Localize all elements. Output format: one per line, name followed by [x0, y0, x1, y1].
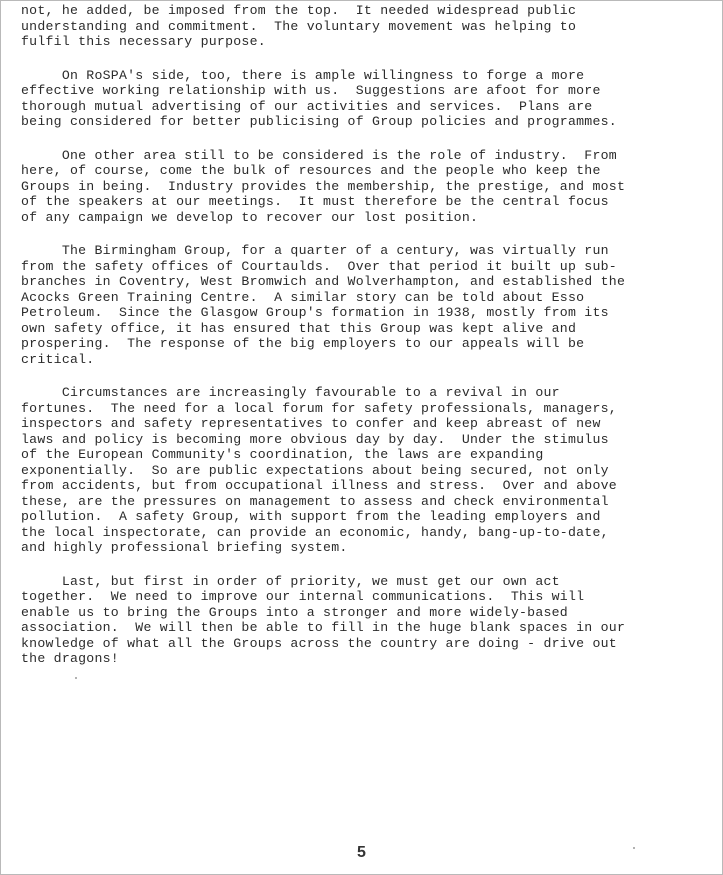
text-line: being considered for better publicising of Group policies and programmes. — [21, 114, 617, 129]
text-line: the dragons! — [21, 651, 119, 666]
text-line: Groups in being. Industry provides the membership, the prestige, and most — [21, 178, 626, 194]
text-line: not, he added, be imposed from the top. It needed widespread public — [21, 3, 577, 18]
text-line: together. We need to improve our internal communications. This will — [21, 589, 585, 604]
paragraph — [21, 243, 711, 367]
text-line: Acocks Green Training Centre. A similar story can be told about Esso — [21, 289, 585, 305]
text-line: thorough mutual advertising of our activities and services. Plans are — [21, 98, 593, 114]
paragraph — [21, 3, 711, 50]
scan-speck — [75, 677, 77, 679]
text-line: inspectors and safety representatives to confer and keep abreast of new — [21, 416, 601, 431]
text-line: fulfil this necessary purpose. — [21, 34, 266, 49]
text-line: the local inspectorate, can provide an economic, handy, bang-up-to-date, — [21, 524, 609, 540]
page-number: 5 — [357, 844, 366, 861]
text-line: The Birmingham Group, for a quarter of a century, was virtually run — [21, 243, 609, 258]
paragraph — [21, 148, 711, 226]
text-line: from the safety offices of Courtaulds. Over that period it built up sub- — [21, 258, 617, 274]
text-line: knowledge of what all the Groups across the country are doing - drive out — [21, 635, 617, 651]
text-line: exponentially. So are public expectations about being secured, not only — [21, 462, 609, 478]
paragraph — [21, 385, 711, 556]
text-line: critical. — [21, 351, 95, 367]
text-line: own safety office, it has ensured that this Group was kept alive and — [21, 320, 577, 336]
document-body — [21, 3, 711, 685]
text-line: of the speakers at our meetings. It must therefore be the central focus — [21, 194, 609, 209]
text-line: association. We will then be able to fill in the huge blank spaces in our — [21, 620, 626, 635]
text-line: Last, but first in order of priority, we must get our own act — [21, 573, 560, 589]
text-line: and highly professional briefing system. — [21, 540, 348, 555]
paragraph — [21, 68, 711, 130]
text-line: On RoSPA's side, too, there is ample willingness to forge a more — [21, 67, 585, 83]
text-line: branches in Coventry, West Bromwich and Wolverhampton, and established the — [21, 274, 626, 289]
paragraph — [21, 574, 711, 667]
text-line: laws and policy is becoming more obvious day by day. Under the stimulus — [21, 431, 609, 447]
text-line: One other area still to be considered is the role of industry. From — [21, 147, 617, 163]
text-line: from accidents, but from occupational illness and stress. Over and above — [21, 478, 617, 493]
text-line: effective working relationship with us. Suggestions are afoot for more — [21, 83, 601, 98]
text-line: here, of course, come the bulk of resources and the people who keep the — [21, 163, 601, 178]
text-line: pollution. A safety Group, with support from the leading employers and — [21, 509, 601, 524]
text-line: Petroleum. Since the Glasgow Group's formation in 1938, mostly from its — [21, 305, 609, 320]
text-line: enable us to bring the Groups into a stronger and more widely-based — [21, 604, 568, 620]
text-line: of any campaign we develop to recover our lost position. — [21, 209, 479, 225]
text-line: of the European Community's coordination, the laws are expanding — [21, 447, 544, 462]
text-line: prospering. The response of the big employers to our appeals will be — [21, 336, 585, 351]
text-line: Circumstances are increasingly favourable to a revival in our — [21, 385, 560, 400]
text-line: fortunes. The need for a local forum for safety professionals, managers, — [21, 400, 617, 416]
text-line: these, are the pressures on management to assess and check environmental — [21, 493, 609, 509]
text-line: understanding and commitment. The voluntary movement was helping to — [21, 18, 577, 34]
